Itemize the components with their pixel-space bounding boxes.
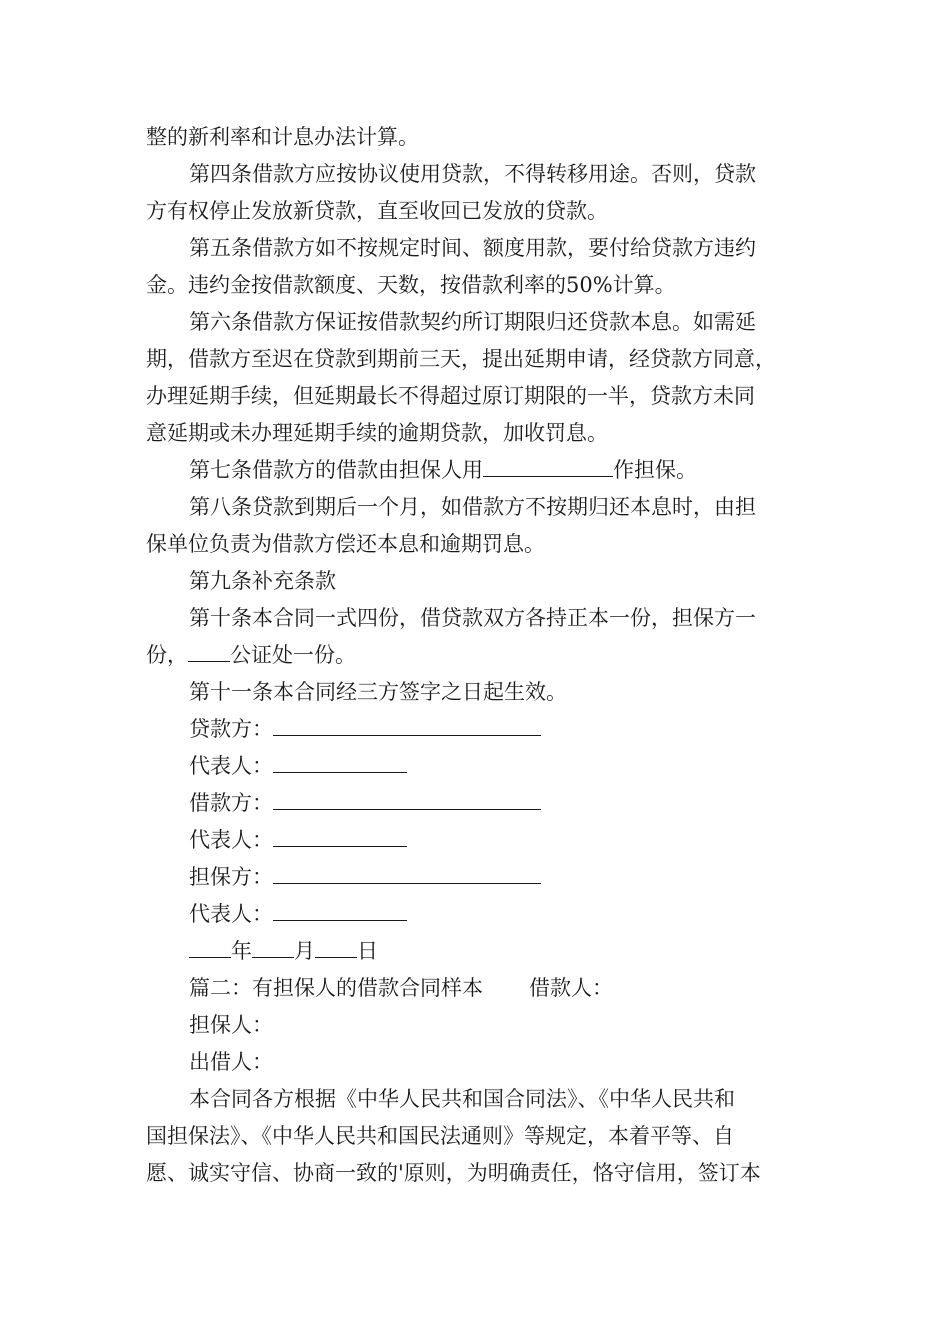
- signature-blank: [273, 859, 541, 884]
- clause-5-line-2: 金。违约金按借款额度、天数，按借款利率的50%计算。: [146, 273, 676, 297]
- signature-blank: [273, 822, 407, 847]
- part2-borrower: 借款人：: [529, 976, 613, 1000]
- signature-blank: [273, 711, 541, 736]
- signature-borrower-rep: [189, 822, 816, 859]
- signature-label: 贷款方：: [189, 717, 273, 741]
- signature-lender-rep: [189, 748, 816, 785]
- signature-label: 担保方：: [189, 865, 273, 889]
- signature-blank: [273, 785, 541, 810]
- part2-heading: [189, 970, 816, 1007]
- date-line: [189, 933, 816, 970]
- clause-11: 第十一条本合同经三方签字之日起生效。: [189, 680, 567, 704]
- clause-7-text: 第七条借款方的借款由担保人用: [189, 458, 483, 482]
- signature-guarantor: [189, 859, 816, 896]
- clause-10-line-2: [146, 637, 816, 674]
- signature-label: 代表人：: [189, 754, 273, 778]
- signature-lender: [189, 711, 816, 748]
- clause-6-line-4: 意延期或未办理延期手续的逾期贷款，加收罚息。: [146, 421, 608, 445]
- part2-title: 篇二：有担保人的借款合同样本: [189, 976, 483, 1000]
- signature-guarantor-rep: [189, 896, 816, 933]
- year-blank: [189, 933, 231, 958]
- clause-10-end: 公证处一份。: [230, 643, 356, 667]
- clause-10-text: 份，: [146, 643, 188, 667]
- blank-field: [483, 452, 613, 477]
- clause-7-end: 作担保。: [613, 458, 697, 482]
- clause-8-line-2: 保单位负责为借款方偿还本息和逾期罚息。: [146, 532, 545, 556]
- clause-4-line-2: 方有权停止发放新贷款，直至收回已发放的贷款。: [146, 199, 608, 223]
- clause-5-line-1: 第五条借款方如不按规定时间、额度用款，要付给贷款方违约: [189, 236, 756, 260]
- part2-intro-line-1: 本合同各方根据《中华人民共和国合同法》、《中华人民共和: [189, 1087, 735, 1111]
- part2-lender: 出借人：: [189, 1050, 273, 1074]
- clause-6-line-2: 期，借款方至迟在贷款到期前三天，提出延期申请，经贷款方同意，: [146, 347, 776, 371]
- part2-intro-line-2: 国担保法》、《中华人民共和国民法通则》等规定，本着平等、自: [146, 1124, 734, 1148]
- signature-label: 借款方：: [189, 791, 273, 815]
- clause-10-line-1: 第十条本合同一式四份，借贷款双方各持正本一份，担保方一: [189, 606, 756, 630]
- clause-8-line-1: 第八条贷款到期后一个月，如借款方不按期归还本息时，由担: [189, 495, 756, 519]
- clause-6-line-1: 第六条借款方保证按借款契约所订期限归还贷款本息。如需延: [189, 310, 756, 334]
- signature-borrower: [189, 785, 816, 822]
- clause-4-line-1: 第四条借款方应按协议使用贷款，不得转移用途。否则，贷款: [189, 162, 756, 186]
- paragraph-line: 整的新利率和计息办法计算。: [146, 125, 419, 149]
- date-month-label: 月: [294, 939, 315, 963]
- blank-field: [188, 637, 230, 662]
- signature-blank: [273, 896, 407, 921]
- clause-9: 第九条补充条款: [189, 569, 336, 593]
- part2-intro-line-3: 愿、诚实守信、协商一致的'原则，为明确责任，恪守信用，签订本: [146, 1161, 761, 1185]
- signature-blank: [273, 748, 407, 773]
- day-blank: [315, 933, 357, 958]
- date-day-label: 日: [357, 939, 378, 963]
- clause-6-line-3: 办理延期手续，但延期最长不得超过原订期限的一半，贷款方未同: [146, 384, 755, 408]
- signature-label: 代表人：: [189, 902, 273, 926]
- clause-7: [189, 452, 816, 489]
- date-year-label: 年: [231, 939, 252, 963]
- part2-guarantor: 担保人：: [189, 1013, 273, 1037]
- month-blank: [252, 933, 294, 958]
- signature-label: 代表人：: [189, 828, 273, 852]
